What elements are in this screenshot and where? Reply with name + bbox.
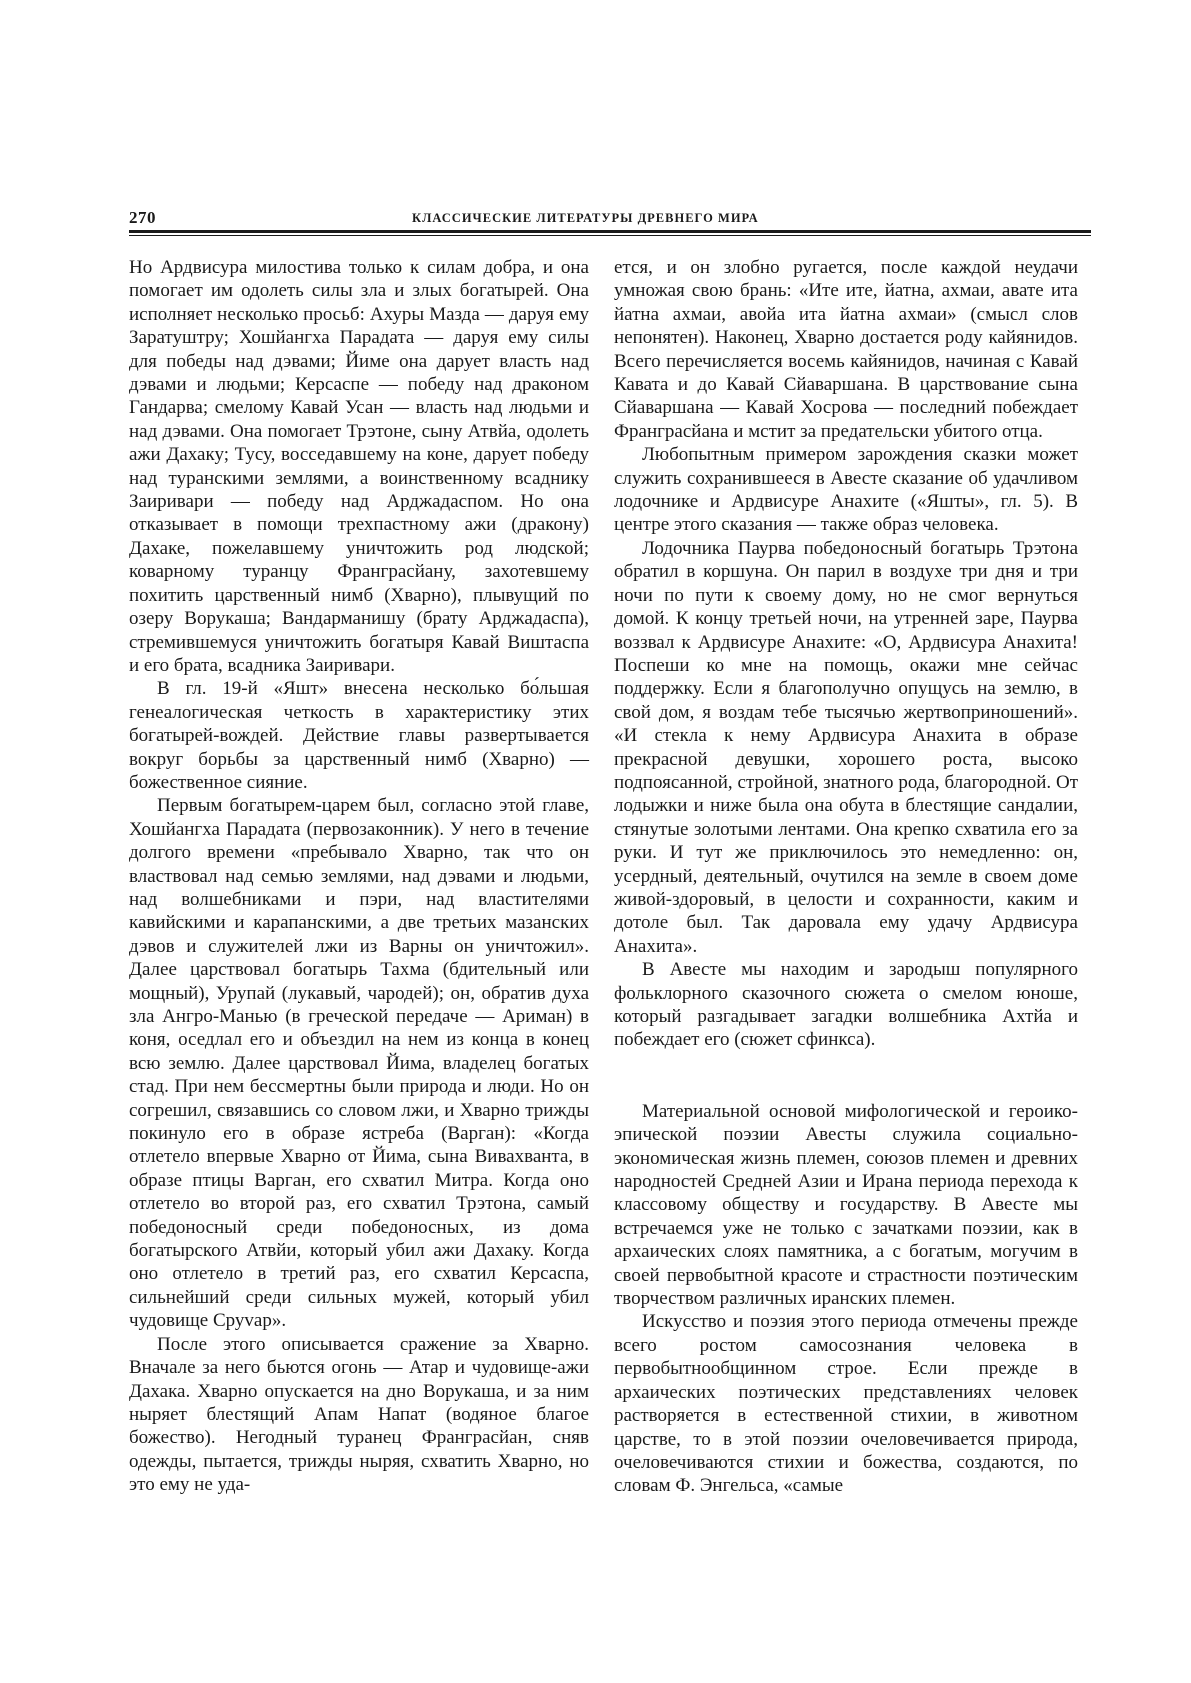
page-number: 270 bbox=[129, 208, 156, 227]
paragraph: Искусство и поэзия этого периода отмечены прежде всего ростом самосознания человека в первобытнообщинном строе. Если прежде в архаических поэтических представлениях человек растворяется в естественной стихии, в животном царстве, то в этой поэзии очеловечивается природа, очеловечиваются стихии и божества, создаются, по словам Ф. Энгельса, «самые bbox=[614, 1311, 1078, 1497]
left-column bbox=[129, 256, 589, 1497]
header-rule-thin bbox=[129, 235, 1091, 236]
paragraph: После этого описывается сражение за Хварно. Вначале за него бьются огонь — Атар и чудовище-ажи Дахака. Хварно опускается на дно Ворукаша, и за ним ныряет блестящий Апам Напат (водяное благое божество). Негодный туранец Франграсйан, сняв одежды, пытается, трижды ныряя, схватить Хварно, но это ему не уда- bbox=[129, 1333, 589, 1496]
paragraph: В гл. 19-й «Яшт» внесена несколько бо́льшая генеалогическая четкость в характеристику этих богатырей-вождей. Действие главы развертывается вокруг борьбы за царственный нимб (Хварно) — божественное сияние. bbox=[129, 678, 589, 793]
paragraph: Первым богатырем-царем был, согласно этой главе, Хошйангха Парадата (первозаконник). У него в течение долгого времени «пребывало Хварно, так что он властвовал над семью землями, над дэвами и людьми, над волшебниками и пэри, над властителями кавийскими и карапанскими, а две третьих мазанских дэвов и служителей лжи из Варны он уничтожил». Далее царствовал богатырь Тахма (бдительный или мощный), Урупай (лукавый, чародей); он, обратив духа зла Ангро-Манью (в греческой передаче — Ариман) в коня, оседлал его и объездил на нем из конца в конец всю землю. Далее царствовал Йима, владелец богатых стад. При нем бессмертны были природа и люди. Но он согрешил, связавшись со словом лжи, и Хварно трижды покинуло его в образе ястреба (Варган): «Когда отлетело впервые Хварно от Йима, сына Вивахванта, в образе птицы Варган, его схватил Митра. Когда оно отлетело во второй раз, его схватил Трэтона, самый победоносный среди победоносных, из дома богатырского Атвйи, который убил ажи Дахаку. Когда оно отлетело в третий раз, его схватил Керсаспа, сильнейший среди сильных мужей, который убил чудовище Сруvар». bbox=[129, 795, 589, 1332]
paragraph: ется, и он злобно ругается, после каждой неудачи умножая свою брань: «Ите ите, йатна, ахмаи, авате ита йатна ахмаи, авойа ита йатна ахмаи» (смысл слов непонятен). Наконец, Хварно достается роду кайянидов. Всего перечисляется восемь кайянидов, начиная с Кавай Кавата и до Кавай Сйаваршана. В царствование сына Сйаваршана — Кавай Хосрова — последний побеждает Франграсйана и мстит за предательски убитого отца. bbox=[614, 257, 1078, 442]
paragraph: В Авесте мы находим и зародыш популярного фольклорного сказочного сюжета о смелом юноше, который разгадывает загадки волшебника Ахтйа и побеждает его (сюжет сфинкса). bbox=[614, 959, 1078, 1051]
paragraph: Лодочника Паурва победоносный богатырь Трэтона обратил в коршуна. Он парил в воздухе три дня и три ночи по пути к своему дому, но не смог вернуться домой. К концу третьей ночи, на утренней заре, Паурва воззвал к Ардвисуре Анахите: «О, Ардвисура Анахита! Поспеши ко мне на помощь, окажи мне сейчас поддержку. Если я благополучно опущусь на землю, в свой дом, я воздам тебе тысячью жертвоприношений». «И стекла к нему Ардвисура Анахита в образе прекрасной девушки, хорошего роста, высоко подпоясанной, стройной, знатного рода, благородной. От лодыжки и ниже была она обута в блестящие сандалии, стянутые золотыми лентами. Она крепко схватила его за руки. И тут же приключилось это немедленно: он, усердный, деятельный, очутился на земле в своем доме живой-здоровый, в целости и сохранности, каким и дотоле был. Так даровала ему удачу Ардвисура Анахита». bbox=[614, 537, 1078, 957]
right-column bbox=[614, 256, 1078, 1498]
paragraph: Материальной основой мифологической и героико-эпической поэзии Авесты служила социально-экономическая жизнь племен, союзов племен и древних народностей Средней Азии и Ирана периода перехода к классовому обществу и государству. В Авесте мы встречаемся уже не только с зачатками поэзии, как в архаических слоях памятника, а с богатым, могучим в своей первобытной красоте и страстности поэтическим творчеством различных иранских племен. bbox=[614, 1100, 1078, 1310]
paragraph: Любопытным примером зарождения сказки может служить сохранившееся в Авесте сказание об удачливом лодочнике и Ардвисуре Анахите («Яшты», гл. 5). В центре этого сказания — также образ человека. bbox=[614, 444, 1078, 536]
header-rule-thick bbox=[129, 230, 1091, 233]
section-break bbox=[614, 1052, 1078, 1100]
running-title: КЛАССИЧЕСКИЕ ЛИТЕРАТУРЫ ДРЕВНЕГО МИРА bbox=[412, 211, 759, 225]
paragraph: Но Ардвисура милостива только к силам добра, и она помогает им одолеть силы зла и злых богатырей. Она исполняет несколько просьб: Ахуры Мазда — даруя ему Заратуштру; Хошйангха Парадата — даруя ему силы для победы над дэвами; Йиме она дарует власть над дэвами и людьми; Керсаспе — победу над драконом Гандарва; смелому Кавай Усан — власть над людьми и над дэвами. Она помогает Трэтоне, сыну Атвйа, одолеть ажи Дахаку; Тусу, восседавшему на коне, дарует победу над туранскими землями, а воинственному всаднику Заиривари — победу над Арджадаспом. Но она отказывает в помощи трехпастному ажи (дракону) Дахаке, пожелавшему уничтожить род людской; коварному туранцу Франграсйану, захотевшему похитить царственный нимб (Хварно), плывущий по озеру Ворукаша; Вандарманишу (брату Арджадаспа), стремившемуся уничтожить богатыря Кавай Виштаспа и его брата, всадника Заиривари. bbox=[129, 257, 589, 676]
